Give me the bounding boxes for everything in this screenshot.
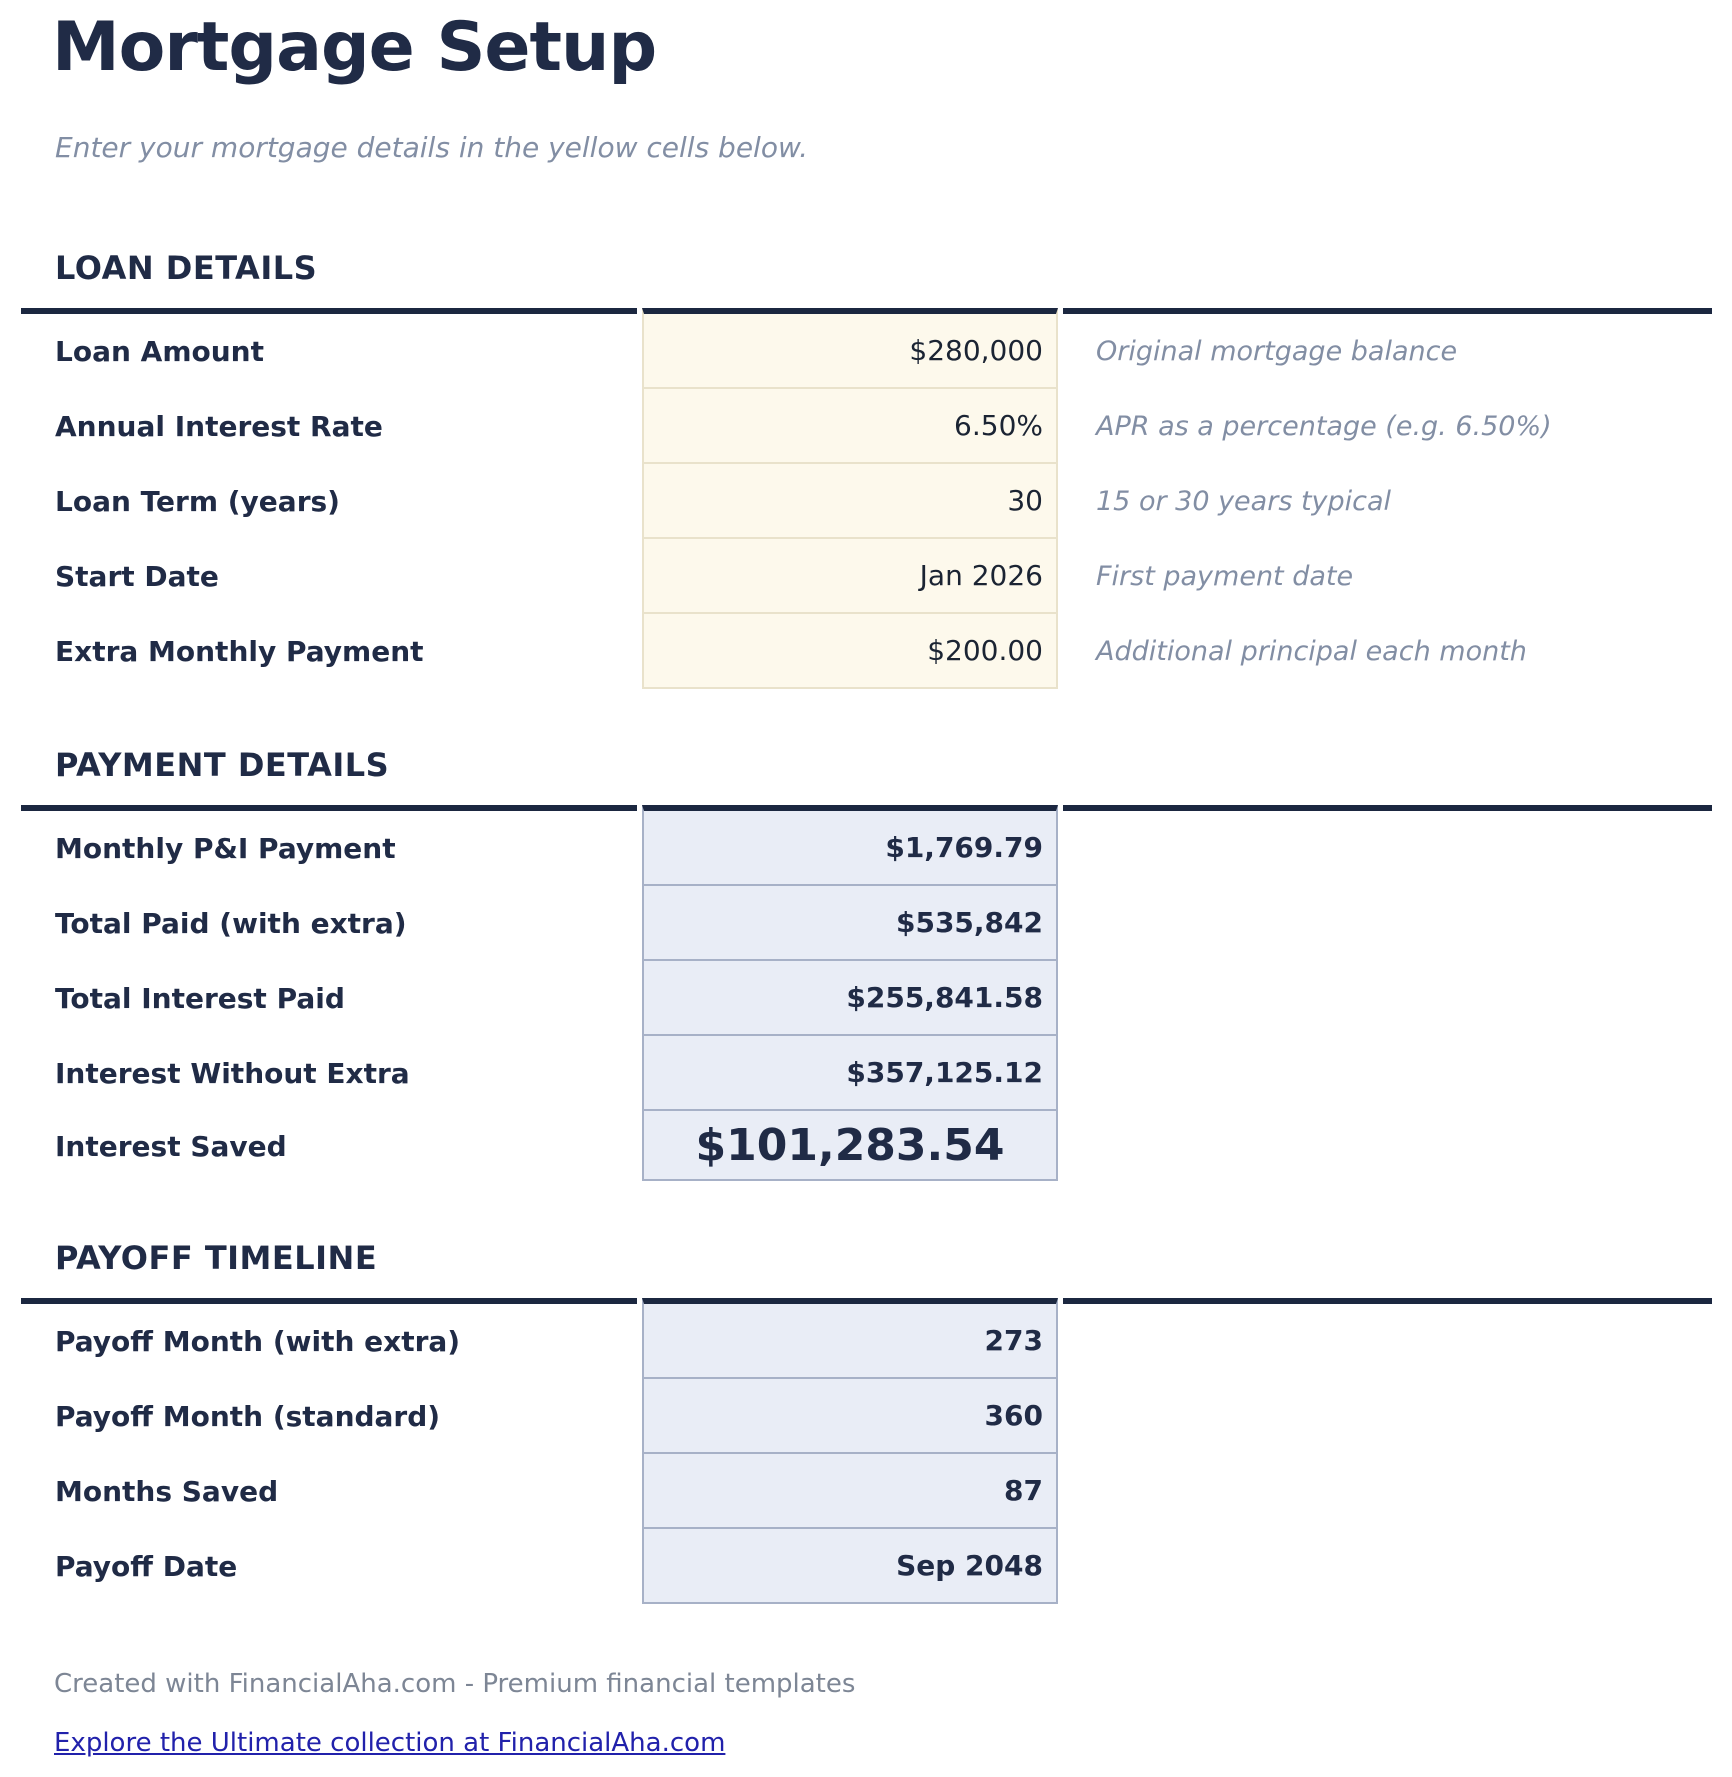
loan-amount-note: Original mortgage balance	[1063, 308, 1712, 389]
loan-amount-label: Loan Amount	[21, 308, 637, 389]
interest-without-extra-label: Interest Without Extra	[55, 1057, 410, 1090]
start-date-input[interactable]: Jan 2026	[642, 539, 1058, 614]
payoff-month-standard-label: Payoff Month (standard)	[55, 1400, 441, 1433]
payoff-month-with-extra-value: 273	[642, 1298, 1058, 1379]
total-paid-with-extra-value: $535,842	[642, 886, 1058, 961]
total-interest-paid-note	[1063, 961, 1712, 1036]
months-saved-value: 87	[642, 1454, 1058, 1529]
total-interest-paid-label: Total Interest Paid	[55, 982, 345, 1015]
start-date-label: Start Date	[55, 560, 219, 593]
monthly-p-i-payment-label: Monthly P&I Payment	[21, 805, 637, 886]
payment-details-heading: PAYMENT DETAILS	[55, 746, 390, 784]
annual-interest-rate-input[interactable]: 6.50%	[642, 389, 1058, 464]
payment-details-table	[21, 805, 1712, 1181]
page-footer	[0, 1671, 1732, 1759]
payoff-timeline-heading: PAYOFF TIMELINE	[55, 1239, 378, 1277]
financialaha-link[interactable]: Explore the Ultimate collection at FinancialAha.com	[54, 1728, 726, 1758]
total-paid-with-extra-note	[1063, 886, 1712, 961]
loan-details-table	[21, 308, 1712, 689]
interest-without-extra-value: $357,125.12	[642, 1036, 1058, 1111]
section-payoff-timeline	[0, 1239, 1732, 1604]
annual-interest-rate-label: Annual Interest Rate	[55, 410, 383, 443]
months-saved-label: Months Saved	[55, 1475, 279, 1508]
page-title: Mortgage Setup	[52, 8, 657, 87]
loan-term-years-label: Loan Term (years)	[55, 485, 340, 518]
extra-monthly-payment-input[interactable]: $200.00	[642, 614, 1058, 689]
loan-term-years-note: 15 or 30 years typical	[1096, 486, 1392, 517]
monthly-p-i-payment-value: $1,769.79	[642, 805, 1058, 886]
payoff-month-standard-note	[1063, 1379, 1712, 1454]
section-loan-details	[0, 249, 1732, 689]
loan-term-years-input[interactable]: 30	[642, 464, 1058, 539]
payoff-date-value: Sep 2048	[642, 1529, 1058, 1604]
loan-details-heading: LOAN DETAILS	[55, 249, 318, 287]
total-interest-paid-value: $255,841.58	[642, 961, 1058, 1036]
loan-amount-input[interactable]: $280,000	[642, 308, 1058, 389]
interest-saved-note	[1063, 1111, 1712, 1181]
interest-saved-label: Interest Saved	[55, 1129, 287, 1163]
payoff-date-label: Payoff Date	[55, 1550, 238, 1583]
interest-saved-value: $101,283.54	[642, 1111, 1058, 1181]
interest-without-extra-note	[1063, 1036, 1712, 1111]
monthly-p-i-payment-note	[1063, 805, 1712, 886]
annual-interest-rate-note: APR as a percentage (e.g. 6.50%)	[1096, 411, 1552, 442]
start-date-note: First payment date	[1096, 561, 1354, 592]
credit-line: Created with FinancialAha.com - Premium financial templates	[54, 1669, 856, 1699]
extra-monthly-payment-label: Extra Monthly Payment	[55, 635, 424, 668]
payoff-timeline-table	[21, 1298, 1712, 1604]
payoff-date-note	[1063, 1529, 1712, 1604]
payoff-month-with-extra-label: Payoff Month (with extra)	[21, 1298, 637, 1379]
section-payment-details	[0, 746, 1732, 1181]
payoff-month-with-extra-note	[1063, 1298, 1712, 1379]
payoff-month-standard-value: 360	[642, 1379, 1058, 1454]
months-saved-note	[1063, 1454, 1712, 1529]
extra-monthly-payment-note: Additional principal each month	[1096, 636, 1527, 667]
total-paid-with-extra-label: Total Paid (with extra)	[55, 907, 407, 940]
page-subtitle: Enter your mortgage details in the yellow cells below.	[55, 131, 808, 164]
